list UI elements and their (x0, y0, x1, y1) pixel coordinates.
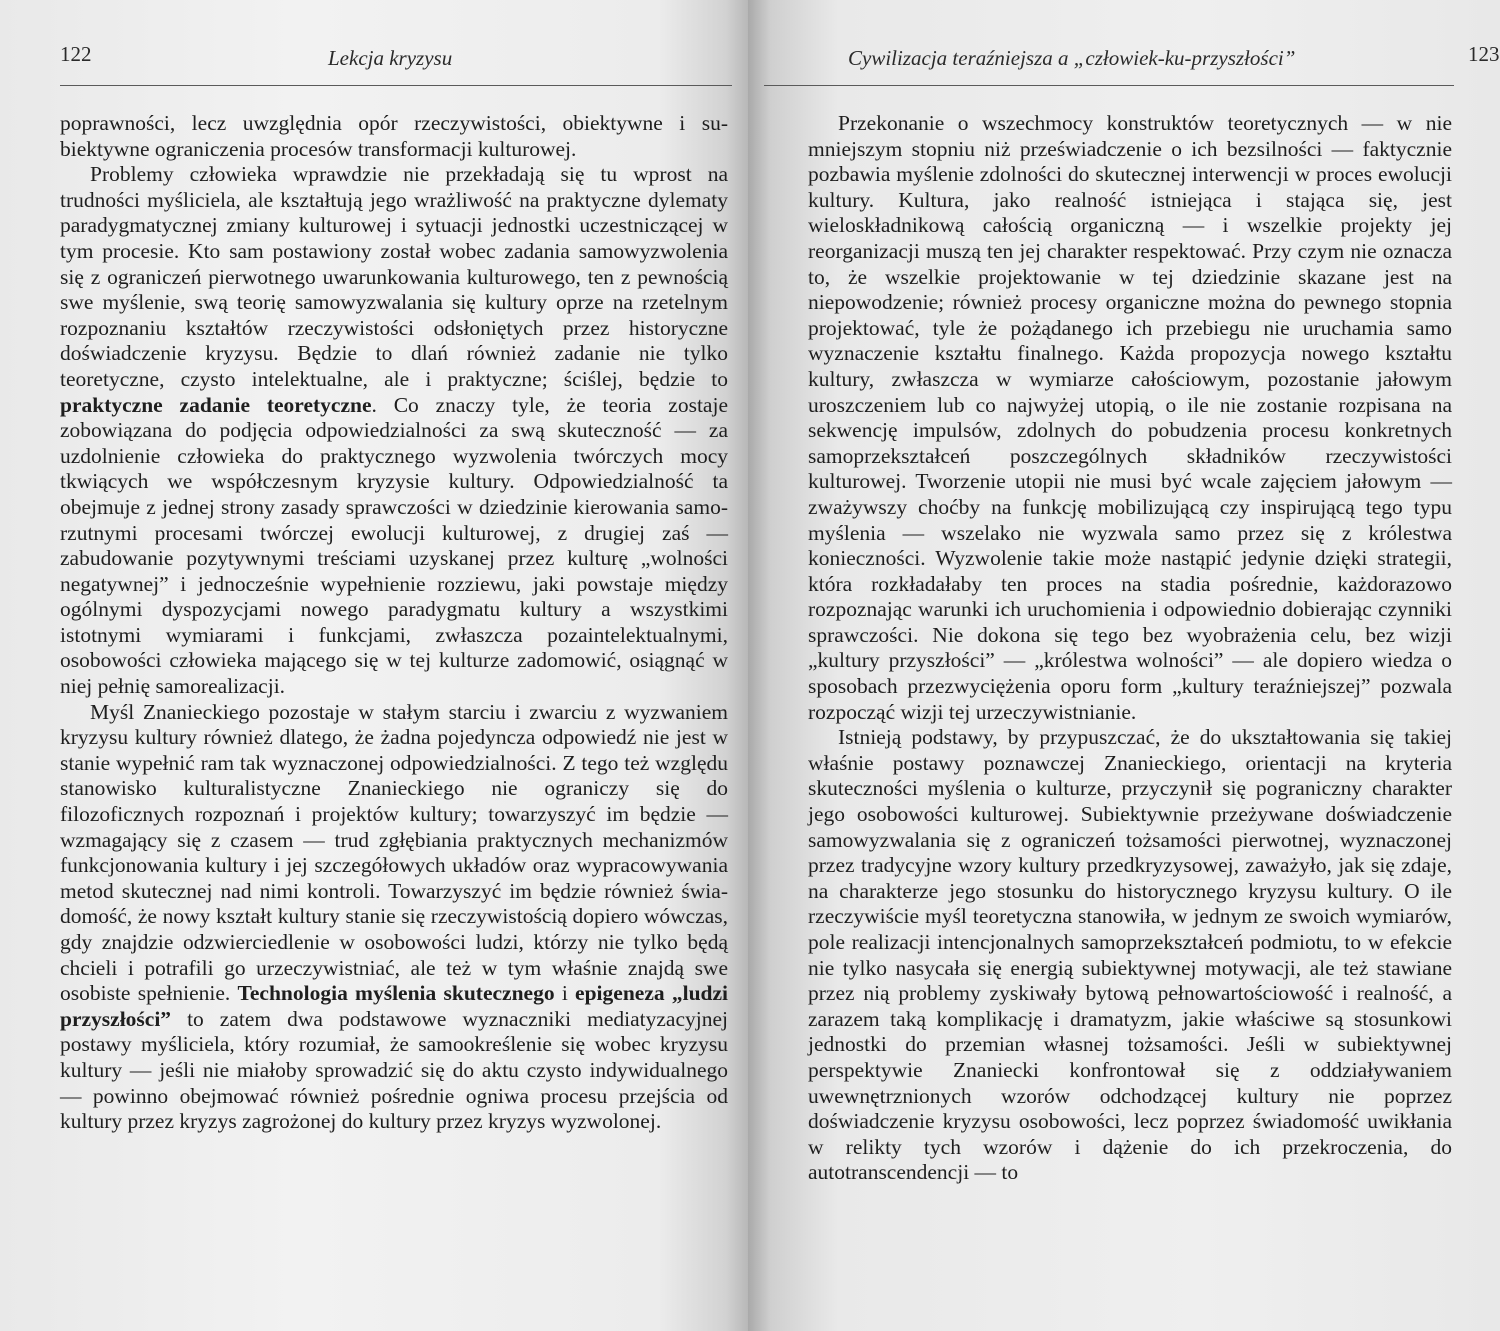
text-run: Przekonanie o wszechmocy konstruktów teoretycznych — w nie mniejszym stopniu niż przeświadczenie o ich bezsilności — faktycznie pozbawia myślenie zdolności do skutecznej interwencji w proces ewolucji kultury. Kultura, jako realność istniejąca i stająca się, jest wieloskładnikową całością organiczną — i wszelkie projekty jej reorganizacji muszą ten jej charakter respektować. Przy czym nie oznacza to, że wszelkie projektowanie w tej dziedzinie skazane jest na niepowodzenie; również procesy organiczne można do pewnego stopnia projektować, tyle że pożądanego ich przebiegu nie uruchamia samo wyznaczenie kształtu finalnego. Każda propozycja nowego kształtu kultury, zwłaszcza w wymiarze całościowym, pozostanie jałowym uroszczeniem lub co najwyżej utopią, o ile nie zostanie rozpisana na sekwencję impulsów, zdolnych do pobudzenia procesu konkretnych samoprzekształceń poszczególnych składników rzeczywistości kulturowej. Tworzenie utopii nie musi być wcale zajęciem jałowym — zważywszy choćby na funkcję mobilizującą czy inspirującą tego typu myślenia — wszelako nie wyzwala samo przez się z królestwa konieczności. Wyzwolenie takie może nastąpić jedynie dzięki strategii, która rozkładałaby ten proces na stadia pośrednie, każdorazowo rozpoznając warunki ich uruchomienia i odpowiednio dobierając czynniki sprawczości. Nie dokona się tego bez wyobrażenia celu, bez wizji „kultury przyszłości” — „królestwa wolności” — ale dopiero wiedza o sposobach przezwyciężenia oporu form „kultury teraźniejszej” pozwala rozpocząć wizji tej urzeczywistnianie. (808, 111, 1452, 724)
paragraph (60, 700, 728, 1135)
page-number: 122 (60, 42, 92, 66)
right-page (748, 0, 1500, 1331)
text-run: . Co znaczy tyle, że teoria zostaje zobowiązana do podjęcia odpowiedzialności za swą skuteczność — za uzdolnienie człowieka do praktycznego wyzwolenia twórczych mocy tkwiących we współczesnym kryzysie kultury. Odpowiedzialność ta obejmuje z jednej strony zasady sprawczości w dziedzinie kierowania samorzutnymi procesami twórczej ewolucji kulturowej, z drugiej zaś — zabudowanie pozytywnymi treściami uzyskanej przez kulturę „wolności negatywnej” i jednocześnie wypełnienie rozziewu, jaki powstaje między ogólnymi dyspozycjami nowego paradygmatu kultury a wszystkimi istotnymi wymiarami i funkcjami, zwłaszcza pozaintelektualnymi, osobowości człowieka mającego się w tej kulturze zadomowić, osiągnąć w niej pełnię samorealizacji. (60, 392, 728, 699)
text-run: poprawności, lecz uwzględnia opór rzeczywistości, obiektywne i subiektywne ograniczenia procesów transformacji kulturowej. (60, 111, 728, 161)
left-page (0, 0, 748, 1331)
page-number: 123 (1468, 42, 1500, 66)
running-title: Lekcja kryzysu (328, 46, 453, 70)
text-run: Problemy człowieka wprawdzie nie przekładają się tu wprost na trudności myśliciela, ale kształtują jego wrażliwość na praktyczne dylematy paradygmatycznej zmiany kulturowej i sytuacji jednostki uczestniczącej w tym procesie. Kto sam postawiony został wobec zadania samowyzwolenia się z ograniczeń pierwotnego uwarunkowania kulturowego, ten z pewnością swe myślenie, swą teorię samowyzwalania się kultury oprze na rzetelnym rozpoznaniu kształtów rzeczywistości odsłoniętych przez historyczne doświadczenie kryzysu. Będzie to dlań również zadanie nie tylko teoretyczne, czysto intelektualne, ale i praktyczne; ściślej, będzie to (60, 162, 728, 391)
bold-phrase: praktyczne zadanie teoretyczne (60, 392, 372, 417)
header-rule (60, 85, 732, 86)
header-rule (764, 85, 1454, 86)
left-page-header (60, 42, 735, 72)
paragraph (808, 111, 1452, 725)
bold-phrase: Technologia myślenia skutecznego (237, 981, 555, 1006)
text-run: Myśl Znanieckiego pozostaje w stałym starciu i zwarciu z wyzwaniem kryzysu kultury również dlatego, że żadna pojedyncza odpowiedź nie jest w stanie wypełnić ram tak wyznaczonej odpowiedzialności. Z tego też względu stanowisko kulturalistyczne Znanieckiego nie ograniczy się do filozoficznych rozpoznań i projektów kultury; towarzyszyć im będzie — wzmagający się z czasem — trud zgłębiania praktycznych mechanizmów funkcjonowania kultury i jej szczegółowych układów oraz wypracowywania metod skutecznej nad nimi kontroli. Towarzyszyć im będzie również świadomość, że nowy kształt kultury stanie się rzeczywistością dopiero wówczas, gdy znajdzie odzwierciedlenie w osobowości ludzi, którzy nie tylko będą chcieli i potrafili go urzeczywistniać, ale też w tym właśnie znajdą swe osobiste spełnienie. (60, 699, 728, 1006)
bold-phrase: epigeneza „ludzi przyszłości” (60, 981, 728, 1031)
text-run: i (554, 981, 576, 1006)
running-title: Cywilizacja teraźniejsza a „człowiek-ku-przyszłości” (848, 46, 1296, 70)
right-page-body (808, 111, 1452, 1186)
left-page-body (60, 111, 728, 1135)
paragraph (808, 725, 1452, 1186)
right-page-header (848, 42, 1500, 72)
text-run: to zatem dwa podstawowe wyznaczniki mediatyzacyjnej postawy myśliciela, który rozumiał, że samookreślenie się wobec kryzysu kultury — jeśli nie miałoby sprowadzić się do aktu czysto indywidualnego — powinno obejmować również pośrednie ogniwa procesu przejścia od kultury przez kryzys zagrożonej do kultury przez kryzys wyzwolonej. (60, 1006, 728, 1134)
paragraph (60, 111, 728, 162)
text-run: Istnieją podstawy, by przypuszczać, że do ukształtowania się takiej właśnie postawy poznawczej Znanieckiego, orientacji na kryteria skuteczności myślenia o kulturze, przyczynił się pograniczny charakter jego osobowości kulturowej. Subiektywnie przeżywane doświadczenie samowyzwalania się z ograniczeń tożsamości pierwotnej, wyznaczonej przez tradycyjne wzory kultury przedkryzysowej, zaważyło, jak się zdaje, na charakterze jego stosunku do historycznego kryzysu kultury. O ile rzeczywiście myśl teoretyczna stanowiła, w jednym ze swoich wymiarów, pole realizacji intencjonalnych samoprzekształceń podmiotu, to w efekcie nie tylko nasycała się energią subiektywnej motywacji, ale też stawiane przez nią problemy zyskiwały bytową pełnowartościowość i realność, a zarazem taką komplikację i dramatyzm, jakie właściwe są stosunkowi jednostki do przemian własnej tożsamości. Jeśli w subiektywnej perspektywie Znaniecki konfrontował się z oddziaływaniem uwewnętrznionych wzorów odchodzącej kultury nie poprzez doświadczenie kryzysu osobowości, lecz poprzez świadomość uwikłania w relikty tych wzorów i dążenie do ich przekroczenia, do autotranscendencji — to (808, 725, 1452, 1185)
paragraph (60, 162, 728, 699)
